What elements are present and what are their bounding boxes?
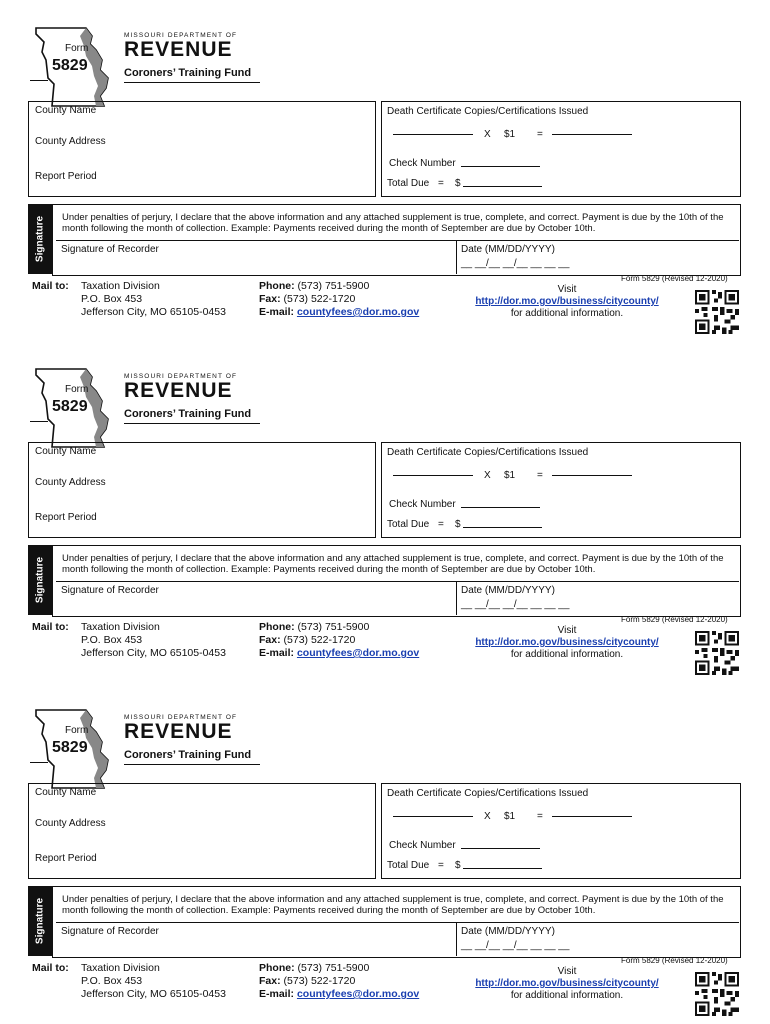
total-equals-sign: = xyxy=(438,178,444,189)
total-equals-sign: = xyxy=(438,519,444,530)
divider xyxy=(456,581,457,615)
form-title: Coroners’ Training Fund xyxy=(124,749,252,761)
email-link[interactable]: countyfees@dor.mo.gov xyxy=(296,306,420,318)
rate-value: $1 xyxy=(504,470,516,481)
phone-value: (573) 751-5900 xyxy=(297,621,370,633)
date-label: Date (MM/DD/YYYY) xyxy=(461,926,555,937)
check-number-label: Check Number xyxy=(389,158,456,169)
death-cert-label: Death Certificate Copies/Certifications Issued xyxy=(387,447,589,458)
divider xyxy=(124,82,260,83)
phone-value: (573) 751-5900 xyxy=(297,962,370,974)
form-word: Form xyxy=(65,384,89,395)
fax-value: (573) 522-1720 xyxy=(283,975,356,987)
visit-info: Visit http://dor.mo.gov/business/citycounty/ for additional information. xyxy=(450,625,684,661)
divider xyxy=(124,423,260,424)
county-address-field[interactable]: County Address xyxy=(35,818,106,829)
times-sign: X xyxy=(484,129,491,140)
visit-info: Visit http://dor.mo.gov/business/citycounty/ for additional information. xyxy=(450,284,684,320)
perjury-declaration: Under penalties of perjury, I declare that the above information and any attached supplement is true, complete, and correct. Payment is due by the 10th of the month following the month of collection. Example: Payments received during the month of September are due by October 10th. xyxy=(62,212,724,234)
county-address-field[interactable]: County Address xyxy=(35,477,106,488)
total-due-field[interactable] xyxy=(463,868,542,869)
date-label: Date (MM/DD/YYYY) xyxy=(461,585,555,596)
form-copy xyxy=(0,0,770,341)
divider xyxy=(56,922,739,923)
rate-value: $1 xyxy=(504,129,516,140)
form-word: Form xyxy=(65,43,89,54)
perjury-declaration: Under penalties of perjury, I declare that the above information and any attached supplement is true, complete, and correct. Payment is due by the 10th of the month following the month of collection. Example: Payments received during the month of September are due by October 10th. xyxy=(62,553,724,575)
revision-note: Form 5829 (Revised 12-2020) xyxy=(621,615,728,624)
recorder-signature-field[interactable]: Signature of Recorder xyxy=(61,585,159,596)
times-sign: X xyxy=(484,811,491,822)
divider xyxy=(124,764,260,765)
phone-value: (573) 751-5900 xyxy=(297,280,370,292)
form-word: Form xyxy=(65,725,89,736)
department-name: MISSOURI DEPARTMENT OF xyxy=(124,714,238,721)
equals-sign: = xyxy=(537,129,543,140)
mail-to-label: Mail to: xyxy=(32,280,69,292)
form-number: 5829 xyxy=(52,398,88,415)
check-number-field[interactable] xyxy=(461,166,540,167)
times-sign: X xyxy=(484,470,491,481)
county-name-field[interactable]: County Name xyxy=(35,105,97,116)
signature-tab: Signature xyxy=(28,545,52,615)
rate-value: $1 xyxy=(504,811,516,822)
website-link[interactable]: http://dor.mo.gov/business/citycounty/ xyxy=(475,296,659,307)
check-number-label: Check Number xyxy=(389,840,456,851)
death-cert-label: Death Certificate Copies/Certifications Issued xyxy=(387,788,589,799)
revision-note: Form 5829 (Revised 12-2020) xyxy=(621,956,728,965)
mail-to-label: Mail to: xyxy=(32,621,69,633)
visit-info: Visit http://dor.mo.gov/business/citycounty/ for additional information. xyxy=(450,966,684,1002)
total-due-label: Total Due xyxy=(387,519,430,530)
revision-note: Form 5829 (Revised 12-2020) xyxy=(621,274,728,283)
website-link[interactable]: http://dor.mo.gov/business/citycounty/ xyxy=(475,637,659,648)
report-period-field[interactable]: Report Period xyxy=(35,512,97,523)
date-field[interactable]: __ __/__ __/__ __ __ __ xyxy=(461,599,570,610)
revenue-logo: REVENUE xyxy=(124,379,233,402)
copies-total-field[interactable] xyxy=(552,816,632,817)
date-field[interactable]: __ __/__ __/__ __ __ __ xyxy=(461,940,570,951)
county-name-field[interactable]: County Name xyxy=(35,787,97,798)
email-link[interactable]: countyfees@dor.mo.gov xyxy=(296,988,420,1000)
qr-code-icon xyxy=(695,972,739,1016)
divider xyxy=(456,240,457,274)
divider xyxy=(30,762,48,763)
equals-sign: = xyxy=(537,470,543,481)
qr-code-icon xyxy=(695,290,739,334)
dollar-sign: $ xyxy=(455,178,461,189)
copies-count-field[interactable] xyxy=(393,816,473,817)
total-due-field[interactable] xyxy=(463,527,542,528)
copies-count-field[interactable] xyxy=(393,134,473,135)
department-name: MISSOURI DEPARTMENT OF xyxy=(124,32,238,39)
mailing-address: Taxation Division P.O. Box 453 Jefferson City, MO 65105-0453 xyxy=(81,962,226,1000)
form-copy xyxy=(0,682,770,1023)
date-field[interactable]: __ __/__ __/__ __ __ __ xyxy=(461,258,570,269)
mailing-address: Taxation Division P.O. Box 453 Jefferson City, MO 65105-0453 xyxy=(81,621,226,659)
copies-count-field[interactable] xyxy=(393,475,473,476)
date-label: Date (MM/DD/YYYY) xyxy=(461,244,555,255)
email-link[interactable]: countyfees@dor.mo.gov xyxy=(296,647,420,659)
contact-info: Phone: (573) 751-5900 Fax: (573) 522-1720 E-mail: countyfees@dor.mo.gov xyxy=(259,621,420,659)
check-number-field[interactable] xyxy=(461,848,540,849)
perjury-declaration: Under penalties of perjury, I declare that the above information and any attached supplement is true, complete, and correct. Payment is due by the 10th of the month following the month of collection. Example: Payments received during the month of September are due by October 10th. xyxy=(62,894,724,916)
revenue-logo: REVENUE xyxy=(124,38,233,61)
dollar-sign: $ xyxy=(455,860,461,871)
check-number-field[interactable] xyxy=(461,507,540,508)
form-copy xyxy=(0,341,770,682)
signature-tab: Signature xyxy=(28,886,52,956)
copies-total-field[interactable] xyxy=(552,134,632,135)
county-address-field[interactable]: County Address xyxy=(35,136,106,147)
form-title: Coroners’ Training Fund xyxy=(124,67,252,79)
contact-info: Phone: (573) 751-5900 Fax: (573) 522-1720 E-mail: countyfees@dor.mo.gov xyxy=(259,280,420,318)
total-due-label: Total Due xyxy=(387,860,430,871)
check-number-label: Check Number xyxy=(389,499,456,510)
divider xyxy=(30,80,48,81)
recorder-signature-field[interactable]: Signature of Recorder xyxy=(61,926,159,937)
mail-to-label: Mail to: xyxy=(32,962,69,974)
county-name-field[interactable]: County Name xyxy=(35,446,97,457)
dollar-sign: $ xyxy=(455,519,461,530)
total-due-label: Total Due xyxy=(387,178,430,189)
contact-info: Phone: (573) 751-5900 Fax: (573) 522-1720 E-mail: countyfees@dor.mo.gov xyxy=(259,962,420,1000)
divider xyxy=(56,240,739,241)
report-period-field[interactable]: Report Period xyxy=(35,853,97,864)
form-number: 5829 xyxy=(52,739,88,756)
mailing-address: Taxation Division P.O. Box 453 Jefferson City, MO 65105-0453 xyxy=(81,280,226,318)
qr-code-icon xyxy=(695,631,739,675)
divider xyxy=(30,421,48,422)
revenue-logo: REVENUE xyxy=(124,720,233,743)
fax-value: (573) 522-1720 xyxy=(283,293,356,305)
total-due-field[interactable] xyxy=(463,186,542,187)
copies-total-field[interactable] xyxy=(552,475,632,476)
total-equals-sign: = xyxy=(438,860,444,871)
form-number: 5829 xyxy=(52,57,88,74)
website-link[interactable]: http://dor.mo.gov/business/citycounty/ xyxy=(475,978,659,989)
form-title: Coroners’ Training Fund xyxy=(124,408,252,420)
department-name: MISSOURI DEPARTMENT OF xyxy=(124,373,238,380)
equals-sign: = xyxy=(537,811,543,822)
death-cert-label: Death Certificate Copies/Certifications Issued xyxy=(387,106,589,117)
recorder-signature-field[interactable]: Signature of Recorder xyxy=(61,244,159,255)
report-period-field[interactable]: Report Period xyxy=(35,171,97,182)
divider xyxy=(456,922,457,956)
fax-value: (573) 522-1720 xyxy=(283,634,356,646)
divider xyxy=(56,581,739,582)
signature-tab: Signature xyxy=(28,204,52,274)
